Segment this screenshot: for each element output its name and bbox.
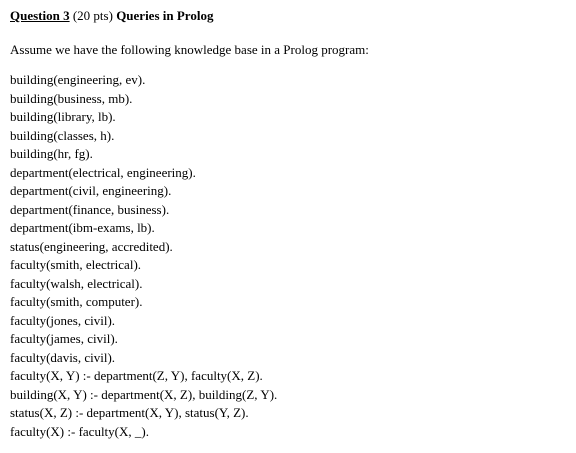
kb-line: faculty(X) :- faculty(X, _). bbox=[10, 423, 149, 439]
kb-line: status(X, Z) :- department(X, Y), status(Y, Z). bbox=[10, 405, 249, 420]
kb-line: building(business, mb). bbox=[10, 90, 133, 106]
document-page bbox=[10, 8, 566, 441]
kb-line: faculty(smith, computer). bbox=[10, 294, 143, 309]
kb-line: faculty(jones, civil). bbox=[10, 312, 116, 328]
kb-line: building(X, Y) :- department(X, Z), building(Z, Y). bbox=[10, 386, 278, 402]
question-heading bbox=[10, 8, 566, 24]
kb-line: status(engineering, accredited). bbox=[10, 238, 173, 254]
kb-line: department(finance, business). bbox=[10, 201, 170, 217]
kb-line: building(classes, h). bbox=[10, 127, 115, 143]
kb-line: faculty(james, civil). bbox=[10, 331, 118, 346]
kb-line: building(hr, fg). bbox=[10, 146, 93, 161]
kb-line: faculty(X, Y) :- department(Z, Y), faculty(X, Z). bbox=[10, 368, 263, 383]
kb-line: department(ibm-exams, lb). bbox=[10, 220, 155, 235]
kb-line: faculty(walsh, electrical). bbox=[10, 275, 143, 291]
kb-line: department(civil, engineering). bbox=[10, 183, 172, 198]
kb-line: faculty(davis, civil). bbox=[10, 349, 116, 365]
kb-line: building(library, lb). bbox=[10, 109, 116, 124]
kb-line: department(electrical, engineering). bbox=[10, 164, 196, 180]
kb-line: building(engineering, ev). bbox=[10, 72, 146, 87]
kb-line: faculty(smith, electrical). bbox=[10, 257, 142, 272]
intro-text: Assume we have the following knowledge base in a Prolog program: bbox=[10, 42, 369, 57]
question-number: Question 3 bbox=[10, 8, 70, 23]
knowledge-base-list bbox=[10, 71, 566, 441]
question-points: (20 pts) bbox=[72, 8, 113, 23]
question-topic: Queries in Prolog bbox=[116, 8, 214, 23]
